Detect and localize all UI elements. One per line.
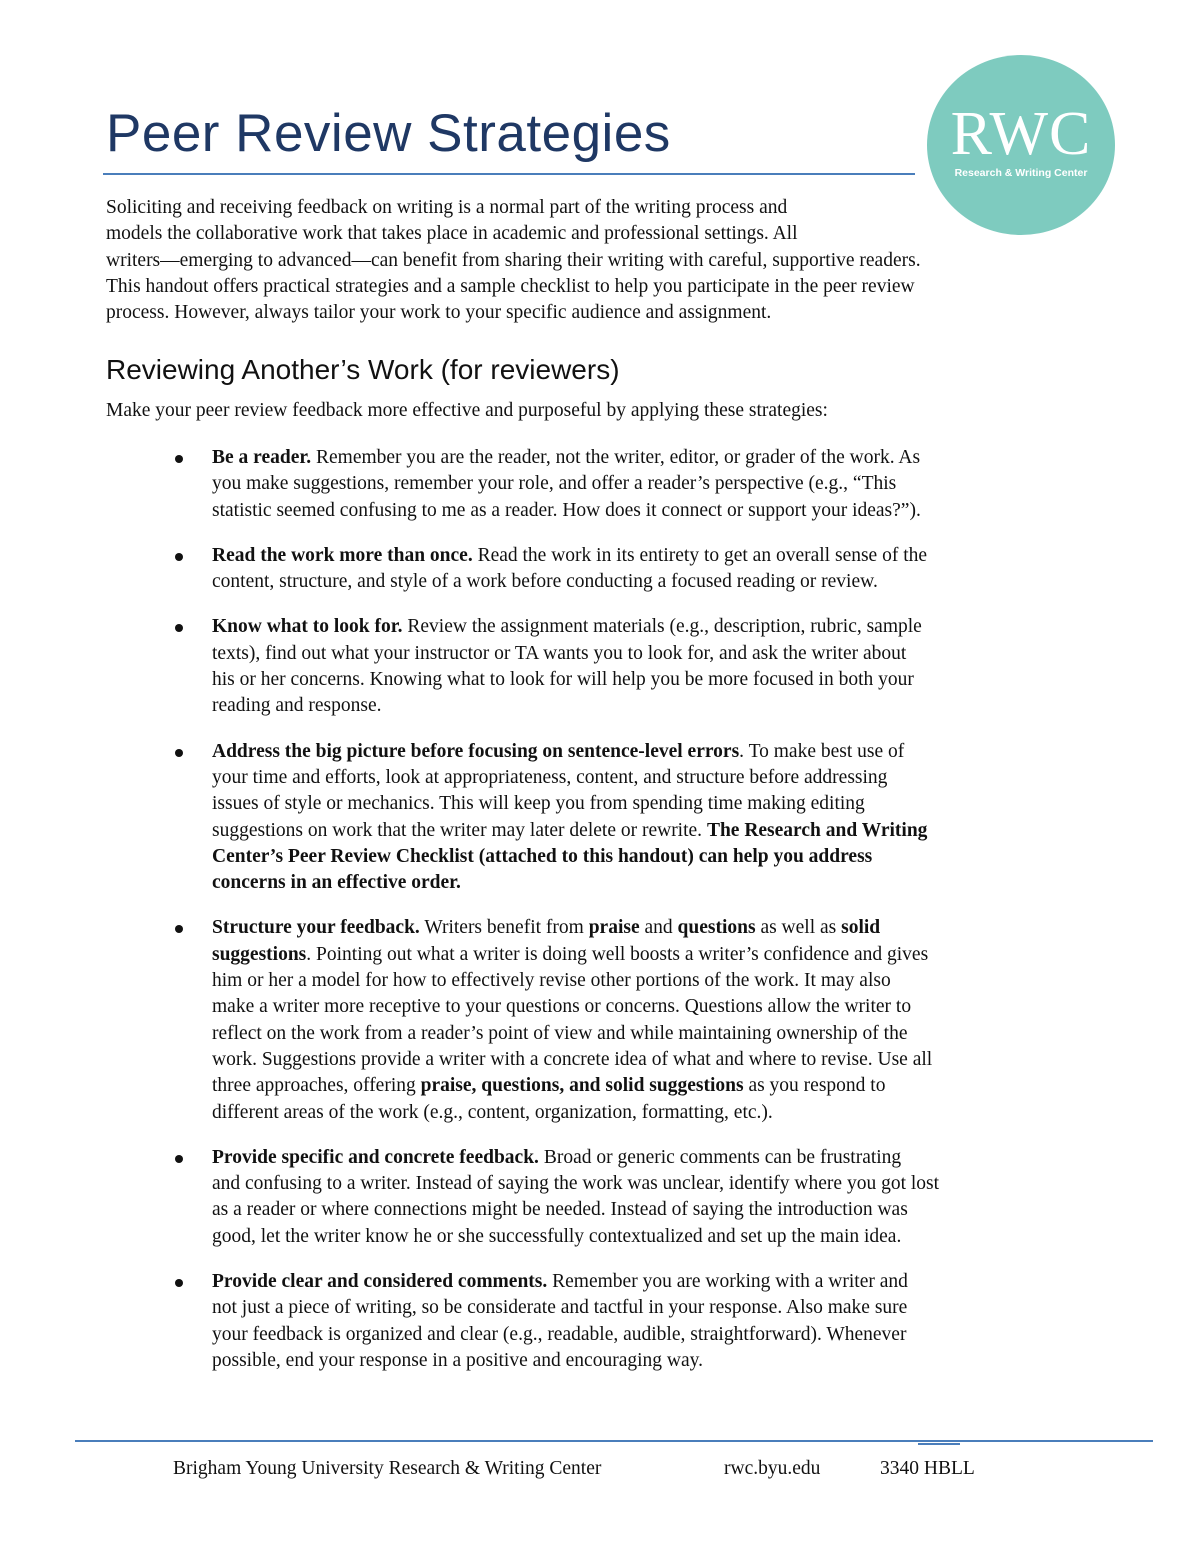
- strategy-text: possible, end your response in a positive and encouraging way.: [212, 1349, 703, 1371]
- strategy-line: [212, 543, 1200, 569]
- intro-line: models the collaborative work that takes place in academic and professional settings. All: [106, 223, 798, 245]
- strategy-line: [212, 870, 1200, 896]
- strategy-text: reading and response.: [212, 695, 382, 717]
- strategy-text: Remember you are working with a writer and: [547, 1271, 908, 1293]
- strategy-text: suggestions on work that the writer may later delete or rewrite.: [212, 819, 707, 841]
- strategy-line: [212, 1197, 1200, 1223]
- strategy-text: reflect on the work from a reader’s point of view and while maintaining ownership of the: [212, 1022, 908, 1044]
- strategy-bold-text: solid: [841, 917, 881, 939]
- strategy-text: as well as: [755, 917, 842, 939]
- strategy-text: Writers benefit from: [419, 917, 589, 939]
- strategy-line: [212, 765, 1200, 791]
- strategy-line: [212, 791, 1200, 817]
- strategy-text: content, structure, and style of a work before conducting a focused reading or review.: [212, 571, 878, 593]
- bullet-icon: [175, 749, 183, 757]
- intro-paragraph: [106, 195, 1066, 326]
- strategy-text: . Pointing out what a writer is doing well boosts a writer’s confidence and gives: [306, 943, 929, 965]
- footer-website: rwc.byu.edu: [724, 1458, 821, 1479]
- strategy-line: [212, 445, 1200, 471]
- strategy-item: [0, 739, 1200, 897]
- strategy-text: three approaches, offering: [212, 1075, 421, 1097]
- strategy-line: [212, 844, 1200, 870]
- page-title: Peer Review Strategies: [106, 104, 671, 163]
- logo-wordmark: RWC: [950, 100, 1092, 168]
- strategy-text: statistic seemed confusing to me as a reader. How does it connect or support your ideas?”).: [212, 499, 921, 521]
- strategy-line: [212, 1100, 1200, 1126]
- strategy-text: his or her concerns. Knowing what to look for will help you be more focused in both your: [212, 669, 914, 691]
- bullet-icon: [175, 624, 183, 632]
- strategy-text: work. Suggestions provide a writer with a concrete idea of what and where to revise. Use all: [212, 1048, 933, 1070]
- footer-divider-accent: [918, 1443, 960, 1445]
- strategy-text: and confusing to a writer. Instead of saying the work was unclear, identify where you got lost: [212, 1173, 940, 1195]
- footer-organization: Brigham Young University Research & Writing Center: [173, 1458, 602, 1479]
- strategy-line: [212, 942, 1200, 968]
- strategy-text: Review the assignment materials (e.g., description, rubric, sample: [402, 616, 922, 638]
- strategy-item: [0, 445, 1200, 524]
- strategy-text: him or her a model for how to effectively revise other portions of the work. It may also: [212, 970, 891, 992]
- intro-line: writers—emerging to advanced—can benefit from sharing their writing with careful, supportive readers.: [106, 249, 921, 271]
- section-heading: Reviewing Another’s Work (for reviewers): [106, 354, 620, 385]
- title-divider: [103, 173, 915, 175]
- strategy-text: different areas of the work (e.g., content, organization, formatting, etc.).: [212, 1101, 773, 1123]
- strategy-line: [212, 818, 1200, 844]
- strategy-line: [212, 471, 1200, 497]
- strategy-line: [212, 968, 1200, 994]
- strategy-line: [212, 1295, 1200, 1321]
- strategy-line: [212, 994, 1200, 1020]
- strategy-text: and: [639, 917, 678, 939]
- strategy-line: [212, 1145, 1200, 1171]
- strategy-bold-text: Provide specific and concrete feedback.: [212, 1146, 539, 1168]
- strategy-item: [0, 614, 1200, 719]
- bullet-icon: [175, 455, 183, 463]
- strategy-line: [212, 1047, 1200, 1073]
- strategy-bold-text: Know what to look for.: [212, 616, 403, 638]
- strategy-line: [212, 1073, 1200, 1099]
- strategy-bold-text: concerns in an effective order.: [212, 872, 461, 894]
- strategy-line: [212, 739, 1200, 765]
- strategy-line: [212, 1322, 1200, 1348]
- strategy-text: make a writer more receptive to your questions or concerns. Questions allow the writer to: [212, 996, 912, 1018]
- logo-subtitle: Research & Writing Center: [954, 167, 1088, 179]
- strategy-line: [212, 1348, 1200, 1374]
- strategy-text: texts), find out what your instructor or TA wants you to look for, and ask the writer about: [212, 642, 907, 664]
- strategy-bold-text: Provide clear and considered comments.: [212, 1271, 548, 1293]
- strategy-line: [212, 1269, 1200, 1295]
- strategy-item: [0, 1269, 1200, 1374]
- strategy-text: issues of style or mechanics. This will keep you from spending time making editing: [212, 793, 865, 815]
- intro-line: process. However, always tailor your work to your specific audience and assignment.: [106, 302, 772, 324]
- footer-divider: [75, 1440, 1153, 1442]
- intro-line: This handout offers practical strategies and a sample checklist to help you participate in the peer review: [106, 275, 915, 297]
- strategy-line: [212, 693, 1200, 719]
- strategy-bold-text: Read the work more than once.: [212, 544, 473, 566]
- strategy-bold-text: Center’s Peer Review Checklist (attached to this handout) can help you address: [212, 845, 873, 867]
- strategy-text: your feedback is organized and clear (e.g., readable, audible, straightforward). Whenever: [212, 1323, 907, 1345]
- section-lead: Make your peer review feedback more effective and purposeful by applying these strategies:: [106, 400, 828, 421]
- strategy-bold-text: Be a reader.: [212, 447, 312, 468]
- strategy-text: as you respond to: [743, 1075, 886, 1097]
- strategy-bold-text: The Research and Writing: [706, 819, 928, 841]
- strategy-bold-text: praise: [588, 917, 640, 939]
- strategy-line: [212, 614, 1200, 640]
- strategy-bold-text: suggestions: [212, 943, 307, 965]
- strategy-line: [212, 1224, 1200, 1250]
- bullet-icon: [175, 1155, 183, 1163]
- bullet-icon: [175, 553, 183, 561]
- bullet-icon: [175, 1279, 183, 1287]
- strategy-text: Remember you are the reader, not the writer, editor, or grader of the work. As: [311, 447, 921, 468]
- strategy-line: [212, 569, 1200, 595]
- strategy-line: [212, 1021, 1200, 1047]
- strategy-text: not just a piece of writing, so be considerate and tactful in your response. Also make sure: [212, 1297, 908, 1319]
- strategy-bold-text: Structure your feedback.: [212, 917, 420, 939]
- strategy-line: [212, 1171, 1200, 1197]
- strategy-text: Broad or generic comments can be frustrating: [538, 1146, 902, 1168]
- strategy-line: [212, 915, 1200, 941]
- footer-room: 3340 HBLL: [880, 1458, 975, 1479]
- strategy-list: [0, 445, 1200, 1393]
- strategy-text: as a reader or where connections might be needed. Instead of saying the introduction was: [212, 1199, 908, 1221]
- strategy-line: [212, 498, 1200, 524]
- strategy-text: good, let the writer know he or she successfully contextualized and set up the main idea.: [212, 1225, 902, 1247]
- intro-line: Soliciting and receiving feedback on writing is a normal part of the writing process and: [106, 197, 788, 218]
- strategy-bold-text: questions: [677, 917, 756, 939]
- strategy-text: Read the work in its entirety to get an overall sense of the: [472, 544, 928, 566]
- bullet-icon: [175, 925, 183, 933]
- strategy-item: [0, 915, 1200, 1125]
- strategy-bold-text: praise, questions, and solid suggestions: [420, 1075, 744, 1097]
- strategy-item: [0, 1145, 1200, 1250]
- strategy-line: [212, 641, 1200, 667]
- strategy-line: [212, 667, 1200, 693]
- strategy-bold-text: Address the big picture before focusing on sentence-level errors: [212, 740, 740, 762]
- strategy-text: . To make best use of: [739, 740, 905, 762]
- strategy-text: you make suggestions, remember your role, and offer a reader’s perspective (e.g., “This: [212, 473, 897, 495]
- strategy-item: [0, 543, 1200, 596]
- strategy-text: your time and efforts, look at appropriateness, content, and structure before addressing: [212, 766, 888, 788]
